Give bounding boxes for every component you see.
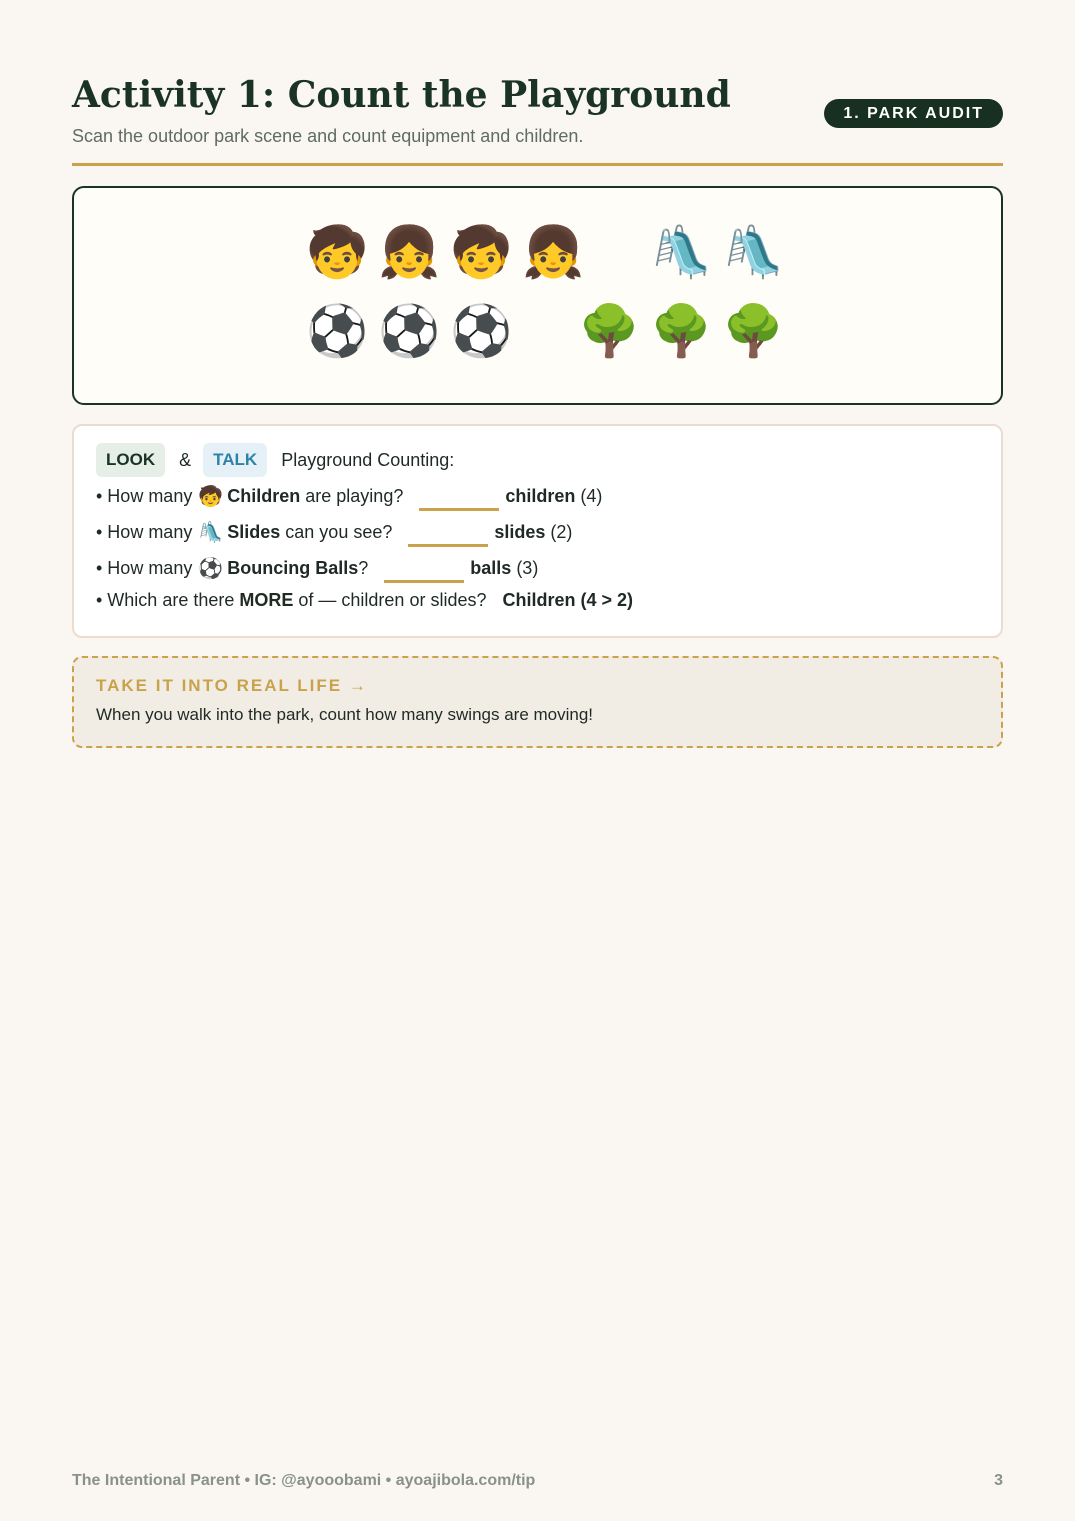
tip-body: When you walk into the park, count how many swings are moving! <box>96 705 594 724</box>
ampersand: & <box>179 449 192 470</box>
park-scene <box>72 186 1003 405</box>
ball-icon: ⚽ <box>306 303 369 359</box>
ball-icon: ⚽ <box>378 303 441 359</box>
tree-icon: 🌳 <box>722 303 785 359</box>
question-prefix: • Which are there <box>96 590 235 610</box>
slide-icon: 🛝 <box>198 522 224 544</box>
page-number: 3 <box>994 1472 1003 1489</box>
child-icon: 🧒 <box>450 224 513 280</box>
answer-unit: children <box>505 486 576 506</box>
girl-icon: 👧 <box>378 224 441 280</box>
child-icon: 🧒 <box>306 224 369 280</box>
ball-icon: ⚽ <box>198 558 224 580</box>
answer-unit: balls <box>470 558 512 578</box>
answer-hint: (4) <box>580 486 603 506</box>
question-rest: are playing? <box>305 486 404 506</box>
answer-blank[interactable] <box>419 494 499 511</box>
real-life-tip <box>72 656 1003 748</box>
look-tag: LOOK <box>96 443 165 477</box>
question-balls <box>96 556 538 581</box>
question-rest: can you see? <box>285 522 393 542</box>
scene-row-children-slides <box>306 222 785 282</box>
counting-questions-card <box>72 424 1003 638</box>
scene-row-balls-trees <box>306 301 785 361</box>
compare-answer: Children (4 > 2) <box>502 590 634 610</box>
question-emphasis: MORE <box>239 590 294 610</box>
footer-credits: The Intentional Parent • IG: @ayooobami • ayoajibola.com/tip <box>72 1472 536 1489</box>
answer-blank[interactable] <box>408 530 488 547</box>
page-subtitle: Scan the outdoor park scene and count equipment and children. <box>72 126 584 146</box>
scene-spacer <box>522 301 562 361</box>
question-prefix: • How many <box>96 558 193 578</box>
header-divider <box>72 163 1003 166</box>
question-subject: Bouncing Balls <box>227 558 359 578</box>
question-children <box>96 484 602 509</box>
tip-title: TAKE IT INTO REAL LIFE → <box>96 676 368 695</box>
card-heading <box>96 443 454 477</box>
ball-icon: ⚽ <box>450 303 513 359</box>
page-title: Activity 1: Count the Playground <box>72 74 731 116</box>
question-subject: Children <box>227 486 301 506</box>
question-compare <box>96 590 633 611</box>
answer-unit: slides <box>494 522 546 542</box>
tree-icon: 🌳 <box>578 303 641 359</box>
answer-blank[interactable] <box>384 566 464 583</box>
question-subject: Slides <box>227 522 281 542</box>
scene-spacer <box>594 222 634 282</box>
question-slides <box>96 520 572 545</box>
question-prefix: • How many <box>96 486 193 506</box>
slide-icon: 🛝 <box>650 224 713 280</box>
question-rest: ? <box>358 558 369 578</box>
question-prefix: • How many <box>96 522 193 542</box>
section-badge: 1. PARK AUDIT <box>824 99 1003 128</box>
talk-tag: TALK <box>203 443 267 477</box>
answer-hint: (3) <box>516 558 539 578</box>
question-rest: of — children or slides? <box>298 590 487 610</box>
child-icon: 🧒 <box>198 486 224 508</box>
slide-icon: 🛝 <box>722 224 785 280</box>
tree-icon: 🌳 <box>650 303 713 359</box>
girl-icon: 👧 <box>522 224 585 280</box>
answer-hint: (2) <box>550 522 573 542</box>
card-heading-text: Playground Counting: <box>281 449 455 470</box>
